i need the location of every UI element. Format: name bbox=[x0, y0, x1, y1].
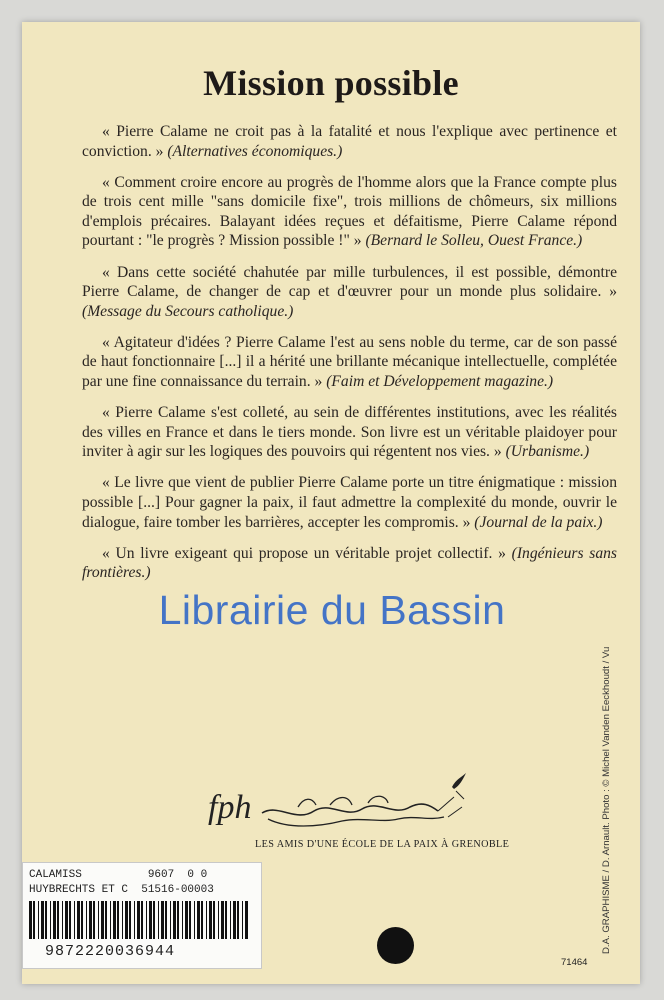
quote-source: (Ingénieurs sans frontières.) bbox=[82, 544, 617, 582]
quote-text: « Un livre exigeant qui propose un véritable projet collectif. » bbox=[102, 544, 506, 562]
sticker-line-1: CALAMISS 9607 0 0 bbox=[29, 869, 208, 881]
black-dot bbox=[377, 927, 414, 964]
logo-mark: fph bbox=[208, 789, 252, 826]
review-quote bbox=[82, 173, 617, 251]
dove-hands-icon bbox=[258, 767, 470, 839]
quote-source: (Alternatives économiques.) bbox=[167, 142, 343, 160]
review-quote bbox=[82, 473, 617, 532]
quote-text: « Pierre Calame s'est colleté, au sein de différentes institutions, avec les réalités des villes en France et dans le tiers monde. Son livre est un véritable plaidoyer pour inviter à agir sur les logiques des pouvoirs qui régentent nos vies. » bbox=[82, 404, 617, 461]
barcode-number: 9872220036944 bbox=[45, 943, 176, 960]
quote-text: « Comment croire encore au progrès de l'homme alors que la France compte plus de trois cent mille "sans domicile fixe", trois millions de chômeurs, six millions d'emplois précaires. Balayant idées reçues et défaitisme, Pierre Calame répond pourtant : "le progrès ? Mission possible !" » bbox=[82, 173, 617, 250]
quote-source: (Bernard le Solleu, Ouest France.) bbox=[365, 232, 583, 250]
publisher-logo bbox=[200, 767, 510, 862]
review-quote bbox=[82, 333, 617, 392]
review-quotes bbox=[82, 122, 617, 594]
quote-source: (Message du Secours catholique.) bbox=[82, 302, 294, 320]
book-back-cover bbox=[22, 22, 640, 984]
quote-source: (Faim et Développement magazine.) bbox=[326, 373, 554, 391]
review-quote bbox=[82, 403, 617, 462]
quote-source: (Journal de la paix.) bbox=[474, 513, 603, 531]
price-sticker bbox=[22, 862, 262, 969]
barcode-icon bbox=[27, 901, 253, 939]
review-quote bbox=[82, 544, 617, 583]
quote-text: « Dans cette société chahutée par mille turbulences, il est possible, démontre Pierre Calame, de changer de cap et d'œuvrer pour un monde plus solidaire. » bbox=[82, 263, 617, 301]
shop-watermark: Librairie du Bassin bbox=[158, 587, 506, 633]
review-quote bbox=[82, 122, 617, 161]
quote-text: « Agitateur d'idées ? Pierre Calame l'est au sens noble du terme, car de son passé de haut fonctionnaire [...] il a hérité une brillante mécanique intellectuelle, complétée par une fine connaissance du terrain. » bbox=[82, 333, 617, 391]
product-code: 71464 bbox=[561, 957, 588, 968]
quote-text: « Le livre que vient de publier Pierre Calame porte un titre énigmatique : mission possible [...] Pour gagner la paix, il faut admettre la complexité du monde, ouvrir le dialogue, faire tomber les barrières, accepter les compromis. » bbox=[82, 474, 617, 531]
quote-text: « Pierre Calame ne croit pas à la fatalité et nous l'explique avec pertinence et conviction. » bbox=[82, 123, 617, 160]
book-title: Mission possible bbox=[203, 63, 459, 103]
sticker-line-2: HUYBRECHTS ET C 51516-00003 bbox=[29, 884, 214, 896]
logo-tagline: LES AMIS D'UNE ÉCOLE DE LA PAIX À GRENOBLE bbox=[255, 839, 510, 850]
side-credit: D.A. GRAPHISME / D. Arnault. Photo : © Michel Vanden Eeckhoudt / Vu bbox=[601, 646, 612, 954]
review-quote bbox=[82, 263, 617, 322]
quote-source: (Urbanisme.) bbox=[505, 443, 590, 461]
